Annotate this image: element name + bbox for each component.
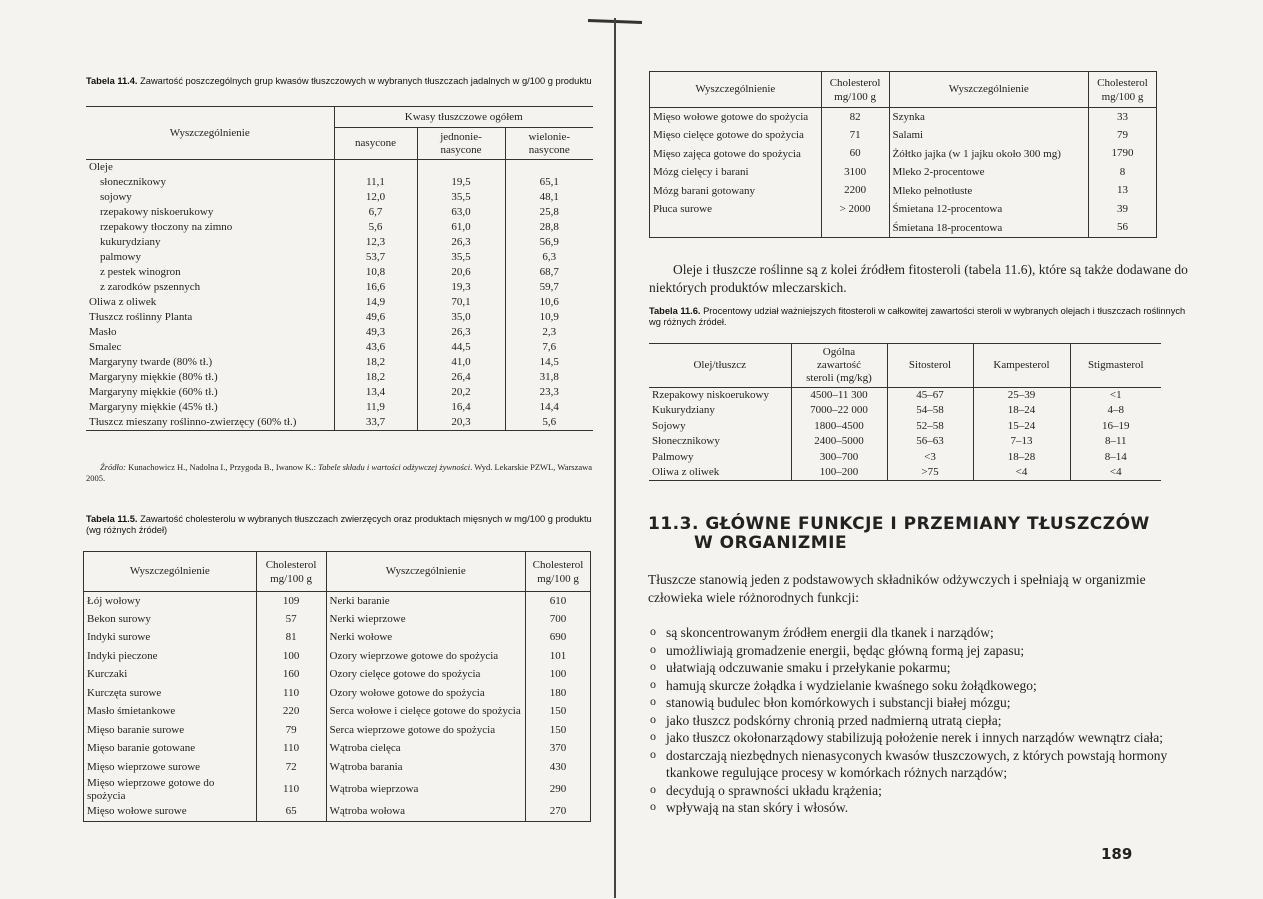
campesterol: 15–24 (973, 419, 1070, 435)
table-11-4 (86, 106, 593, 431)
table-row (84, 684, 591, 703)
chol-right: 690 (526, 629, 591, 648)
value-saturated (334, 160, 417, 176)
chol-right: 290 (526, 777, 591, 803)
value-saturated: 5,6 (334, 220, 417, 235)
chol-right: 33 (1089, 108, 1157, 127)
row-label: rzepakowy niskoerukowy (86, 205, 334, 220)
function-item: o hamują skurcze żołądka i wydzielanie kwaśnego soku żołądkowego; (648, 677, 1188, 695)
col-header-total-sterols: Ogólna zawartość steroli (mg/kg) (791, 344, 887, 388)
table-11-6 (649, 343, 1161, 481)
table-row (650, 200, 1157, 219)
table-11-4-caption: Tabela 11.4. Zawartość poszczególnych grup kwasów tłuszczowych w wybranych tłuszczach jadalnych w g/100 g produktu (86, 76, 592, 86)
value-saturated: 12,3 (334, 235, 417, 250)
item-right: Wątroba barania (326, 758, 525, 777)
item-right: Wątroba wołowa (326, 803, 525, 822)
stigmasterol: 8–11 (1104, 435, 1127, 448)
col-header-chol-left: Cholesterol mg/100 g (821, 72, 889, 108)
campesterol: 18–28 (973, 450, 1070, 466)
col-header-campesterol: Kampesterol (973, 344, 1070, 388)
item-left: Mięso baranie gotowane (84, 740, 257, 759)
campesterol: 7–13 (973, 434, 1070, 450)
chol-left: 109 (256, 592, 326, 611)
value-poly: 65,1 (539, 176, 559, 188)
item-left: Bekon surowy (84, 610, 257, 629)
stigmasterol: 16–19 (1102, 419, 1130, 432)
row-label: Margaryny miękkie (60% tł.) (86, 385, 334, 400)
table-row (86, 310, 593, 325)
chol-left: 79 (256, 721, 326, 740)
chol-left: 220 (256, 703, 326, 722)
table-row (650, 145, 1157, 164)
col-header-sitosterol: Sitosterol (887, 344, 973, 388)
table-11-5-caption: Tabela 11.5. Zawartość cholesterolu w wybranych tłuszczach zwierzęcych oraz produktach mięsnych w mg/100 g produktu (wg różnych źródeł) (86, 514, 592, 535)
functions-list (648, 624, 1188, 817)
chol-left: 81 (256, 629, 326, 648)
value-poly: 25,8 (539, 206, 559, 218)
chol-left: 100 (256, 647, 326, 666)
row-label: Masło (86, 325, 334, 340)
value-mono: 16,4 (417, 400, 505, 415)
campesterol: <4 (973, 465, 1070, 481)
value-poly: 59,7 (539, 281, 559, 293)
total-sterols: 300–700 (791, 450, 887, 466)
value-poly: 56,9 (539, 236, 559, 248)
table-row (650, 219, 1157, 238)
item-left: Indyki pieczone (84, 647, 257, 666)
function-item: o umożliwiają gromadzenie energii, będąc główną formą jej zapasu; (648, 642, 1188, 660)
chol-right: 150 (526, 721, 591, 740)
item-right: Ozory cielęce gotowe do spożycia (326, 666, 525, 685)
value-saturated: 10,8 (334, 265, 417, 280)
item-left: Kurczęta surowe (84, 684, 257, 703)
value-mono: 61,0 (417, 220, 505, 235)
table-row (86, 205, 593, 220)
function-item: o wpływają na stan skóry i włosów. (648, 799, 1188, 817)
value-poly: 14,4 (539, 401, 559, 413)
item-left: Łój wołowy (84, 592, 257, 611)
sitosterol: <3 (887, 450, 973, 466)
table-row (84, 758, 591, 777)
value-saturated: 49,3 (334, 325, 417, 340)
table-row (649, 434, 1161, 450)
item-left: Kurczaki (84, 666, 257, 685)
sitosterol: 45–67 (887, 388, 973, 404)
value-poly: 14,5 (539, 356, 559, 368)
table-row (84, 647, 591, 666)
item-right: Ozory wieprzowe gotowe do spożycia (326, 647, 525, 666)
item-left: Mózg cielęcy i barani (650, 163, 822, 182)
section-heading: 11.3. GŁÓWNE FUNKCJE I PRZEMIANY TŁUSZCZÓW W ORGANIZMIE (648, 514, 1150, 553)
col-header-chol-right: Cholesterol mg/100 g (1089, 72, 1157, 108)
table-row (649, 465, 1161, 481)
value-poly: 28,8 (539, 221, 559, 233)
item-left: Mięso baranie surowe (84, 721, 257, 740)
chol-right: 79 (1089, 126, 1157, 145)
sitosterol: 54–58 (887, 403, 973, 419)
value-mono: 19,5 (417, 175, 505, 190)
chol-right: 180 (526, 684, 591, 703)
total-sterols: 7000–22 000 (791, 403, 887, 419)
item-left: Mięso wieprzowe gotowe do spożycia (84, 777, 257, 803)
item-right: Salami (889, 126, 1088, 145)
value-mono: 70,1 (417, 295, 505, 310)
item-right: Ozory wołowe gotowe do spożycia (326, 684, 525, 703)
campesterol: 25–39 (973, 388, 1070, 404)
item-right: Serca wołowe i cielęce gotowe do spożycia (326, 703, 525, 722)
row-label: palmowy (86, 250, 334, 265)
value-saturated: 43,6 (334, 340, 417, 355)
table-row (650, 126, 1157, 145)
value-poly: 7,6 (542, 341, 557, 353)
oil-name: Kukurydziany (649, 403, 791, 419)
item-right: Mleko 2-procentowe (889, 163, 1088, 182)
value-saturated: 53,7 (334, 250, 417, 265)
item-left: Mięso zajęca gotowe do spożycia (650, 145, 822, 164)
chol-right: 270 (526, 803, 591, 822)
sitosterol: 52–58 (887, 419, 973, 435)
item-left: Płuca surowe (650, 200, 822, 219)
phytosterol-paragraph: Oleje i tłuszcze roślinne są z kolei źródłem fitosteroli (tabela 11.6), które są także dodawane do niektórych produktów mleczarskich. (649, 262, 1188, 295)
stigmasterol: 8–14 (1104, 450, 1127, 463)
value-mono: 35,5 (417, 190, 505, 205)
chol-right: 150 (526, 703, 591, 722)
row-label: rzepakowy tłoczony na zimno (86, 220, 334, 235)
chol-right: 430 (526, 758, 591, 777)
chol-left: 82 (821, 108, 889, 127)
value-saturated: 14,9 (334, 295, 417, 310)
table-row (86, 340, 593, 355)
value-poly: 10,9 (539, 311, 559, 323)
item-left (650, 219, 822, 238)
value-mono (417, 160, 505, 176)
table-row (84, 666, 591, 685)
value-saturated: 18,2 (334, 355, 417, 370)
total-sterols: 2400–5000 (791, 434, 887, 450)
value-mono: 35,5 (417, 250, 505, 265)
value-saturated: 11,1 (334, 175, 417, 190)
function-item: o są skoncentrowanym źródłem energii dla tkanek i narządów; (648, 624, 1188, 642)
table-row (86, 370, 593, 385)
oil-name: Rzepakowy niskoerukowy (649, 388, 791, 404)
col-header-oil: Olej/tłuszcz (649, 344, 791, 388)
table-row (84, 803, 591, 822)
col-header-saturated: nasycone (334, 128, 417, 160)
col-header-stigmasterol: Stigmasterol (1070, 344, 1161, 388)
campesterol: 18–24 (973, 403, 1070, 419)
chol-right: 370 (526, 740, 591, 759)
table-row (84, 703, 591, 722)
row-label: Tłuszcz roślinny Planta (86, 310, 334, 325)
value-mono: 35,0 (417, 310, 505, 325)
table-row (84, 610, 591, 629)
value-mono: 26,4 (417, 370, 505, 385)
table-row (84, 592, 591, 611)
item-left: Mięso wieprzowe surowe (84, 758, 257, 777)
col-header-poly: wielonie- nasycone (505, 128, 593, 160)
chol-left: 65 (256, 803, 326, 822)
chol-left: 160 (256, 666, 326, 685)
table-row (86, 175, 593, 190)
value-mono: 20,6 (417, 265, 505, 280)
item-right: Nerki wołowe (326, 629, 525, 648)
row-label: sojowy (86, 190, 334, 205)
row-label: Margaryny twarde (80% tł.) (86, 355, 334, 370)
table-row (649, 388, 1161, 404)
item-right: Szynka (889, 108, 1088, 127)
item-left: Mózg barani gotowany (650, 182, 822, 201)
table-row (86, 265, 593, 280)
value-poly: 2,3 (542, 326, 557, 338)
item-right: Nerki wieprzowe (326, 610, 525, 629)
table-row (86, 400, 593, 415)
value-mono: 41,0 (417, 355, 505, 370)
section-intro: Tłuszcze stanowią jeden z podstawowych składników odżywczych i spełniają w organizmie człowieka wiele różnorodnych funkcji: (648, 572, 1146, 605)
row-label: Smalec (86, 340, 334, 355)
value-saturated: 49,6 (334, 310, 417, 325)
col-header-item: Wyszczególnienie (86, 107, 334, 160)
oil-name: Oliwa z oliwek (649, 465, 791, 481)
item-left: Mięso wołowe surowe (84, 803, 257, 822)
item-right: Śmietana 18-procentowa (889, 219, 1088, 238)
col-header-item-right: Wyszczególnienie (889, 72, 1088, 108)
function-item: o stanowią budulec błon komórkowych i substancji białej mózgu; (648, 694, 1188, 712)
col-header-item-left: Wyszczególnienie (84, 552, 257, 592)
row-label: Margaryny miękkie (80% tł.) (86, 370, 334, 385)
page-number: 189 (1101, 845, 1133, 863)
chol-right: 13 (1089, 182, 1157, 201)
table-row (650, 182, 1157, 201)
table-row (86, 160, 593, 176)
value-poly: 10,6 (539, 296, 559, 308)
total-sterols: 4500–11 300 (791, 388, 887, 404)
value-mono: 26,3 (417, 325, 505, 340)
function-item: o jako tłuszcz podskórny chronią przed nadmierną utratą ciepła; (648, 712, 1188, 730)
table-row (86, 280, 593, 295)
value-mono: 26,3 (417, 235, 505, 250)
chol-right: 39 (1089, 200, 1157, 219)
total-sterols: 100–200 (791, 465, 887, 481)
value-saturated: 16,6 (334, 280, 417, 295)
table-row (86, 295, 593, 310)
value-saturated: 11,9 (334, 400, 417, 415)
value-saturated: 13,4 (334, 385, 417, 400)
sitosterol: >75 (887, 465, 973, 481)
value-poly: 68,7 (539, 266, 559, 278)
table-row (86, 250, 593, 265)
table-row (84, 740, 591, 759)
table-row (649, 450, 1161, 466)
chol-left: 72 (256, 758, 326, 777)
table-11-4-source: Źródło: Kunachowicz H., Nadolna I., Przygoda B., Iwanow K.: Tabele składu i wartości odżywczej żywności. Wyd. Lekarskie PZWL, Warszawa 2005. (86, 462, 593, 483)
oil-name: Słonecznikowy (649, 434, 791, 450)
row-label: z pestek winogron (86, 265, 334, 280)
table-row (86, 190, 593, 205)
value-mono: 19,3 (417, 280, 505, 295)
row-label: z zarodków pszennych (86, 280, 334, 295)
value-saturated: 18,2 (334, 370, 417, 385)
item-left: Mięso cielęce gotowe do spożycia (650, 126, 822, 145)
col-header-item-left: Wyszczególnienie (650, 72, 822, 108)
row-label: kukurydziany (86, 235, 334, 250)
table-11-5-continued (649, 71, 1157, 238)
value-poly: 23,3 (539, 386, 559, 398)
value-mono: 20,2 (417, 385, 505, 400)
value-saturated: 33,7 (334, 415, 417, 431)
function-item: o ułatwiają odczuwanie smaku i przełykanie pokarmu; (648, 659, 1188, 677)
function-item: o decydują o sprawności układu krążenia; (648, 782, 1188, 800)
value-mono: 20,3 (417, 415, 505, 431)
col-header-mono: jednonie- nasycone (417, 128, 505, 160)
chol-left: 71 (821, 126, 889, 145)
col-header-chol-right: Cholesterol mg/100 g (526, 552, 591, 592)
item-right: Żółtko jajka (w 1 jajku około 300 mg) (889, 145, 1088, 164)
chol-right: 56 (1089, 219, 1157, 238)
item-left: Mięso wołowe gotowe do spożycia (650, 108, 822, 127)
value-mono: 63,0 (417, 205, 505, 220)
item-right: Śmietana 12-procentowa (889, 200, 1088, 219)
oil-name: Sojowy (649, 419, 791, 435)
chol-left (821, 219, 889, 238)
table-row (650, 163, 1157, 182)
table-row (84, 721, 591, 740)
item-right: Wątroba wieprzowa (326, 777, 525, 803)
row-label: Oliwa z oliwek (86, 295, 334, 310)
table-11-5 (83, 551, 591, 822)
chol-left: 2200 (821, 182, 889, 201)
table-row (84, 629, 591, 648)
table-row (86, 415, 593, 431)
item-left: Indyki surowe (84, 629, 257, 648)
chol-left: 57 (256, 610, 326, 629)
value-poly: 31,8 (539, 371, 559, 383)
table-row (86, 220, 593, 235)
chol-right: 101 (526, 647, 591, 666)
col-header-item-right: Wyszczególnienie (326, 552, 525, 592)
value-mono: 44,5 (417, 340, 505, 355)
chol-left: 110 (256, 740, 326, 759)
row-label: Margaryny miękkie (45% tł.) (86, 400, 334, 415)
table-row (86, 385, 593, 400)
stigmasterol: 4–8 (1107, 404, 1124, 417)
value-poly: 6,3 (542, 251, 557, 263)
function-item: o dostarczają niezbędnych nienasyconych kwasów tłuszczowych, z których powstają hormony tkankowe regulujące procesy w komórkach różnych narządów; (648, 747, 1188, 782)
chol-right: 1790 (1089, 145, 1157, 164)
item-right: Wątroba cielęca (326, 740, 525, 759)
stigmasterol: <4 (1070, 465, 1161, 481)
item-left: Masło śmietankowe (84, 703, 257, 722)
chol-left: > 2000 (821, 200, 889, 219)
chol-right: 8 (1089, 163, 1157, 182)
table-row (86, 325, 593, 340)
sitosterol: 56–63 (887, 434, 973, 450)
chol-left: 3100 (821, 163, 889, 182)
row-label: słonecznikowy (86, 175, 334, 190)
item-right: Mleko pełnotłuste (889, 182, 1088, 201)
function-item: o jako tłuszcz okołonarządowy stabilizują położenie nerek i innych narządów wewnątrz ciała; (648, 729, 1188, 747)
row-label: Oleje (86, 160, 334, 176)
table-11-6-caption: Tabela 11.6. Procentowy udział ważniejszych fitosteroli w całkowitej zawartości steroli w wybranych olejach i tłuszczach roślinnych wg różnych źródeł. (649, 306, 1186, 327)
left-page (0, 0, 615, 899)
chol-left: 110 (256, 777, 326, 803)
table-row (649, 403, 1161, 419)
table-row (86, 355, 593, 370)
oil-name: Palmowy (649, 450, 791, 466)
value-poly: 48,1 (539, 191, 559, 203)
table-row (86, 235, 593, 250)
col-header-group: Kwasy tłuszczowe ogółem (334, 107, 593, 128)
value-saturated: 12,0 (334, 190, 417, 205)
chol-right: 700 (526, 610, 591, 629)
value-poly (505, 160, 593, 176)
total-sterols: 1800–4500 (791, 419, 887, 435)
stigmasterol: <1 (1109, 389, 1122, 401)
table-row (650, 108, 1157, 127)
value-poly: 5,6 (505, 415, 593, 431)
row-label: Tłuszcz mieszany roślinno-zwierzęcy (60% tł.) (86, 415, 334, 431)
table-row (84, 777, 591, 803)
chol-left: 60 (821, 145, 889, 164)
col-header-chol-left: Cholesterol mg/100 g (256, 552, 326, 592)
chol-right: 610 (526, 592, 591, 611)
table-row (649, 419, 1161, 435)
chol-right: 100 (526, 666, 591, 685)
value-saturated: 6,7 (334, 205, 417, 220)
right-page (618, 0, 1263, 899)
item-right: Serca wieprzowe gotowe do spożycia (326, 721, 525, 740)
item-right: Nerki baranie (326, 592, 525, 611)
chol-left: 110 (256, 684, 326, 703)
